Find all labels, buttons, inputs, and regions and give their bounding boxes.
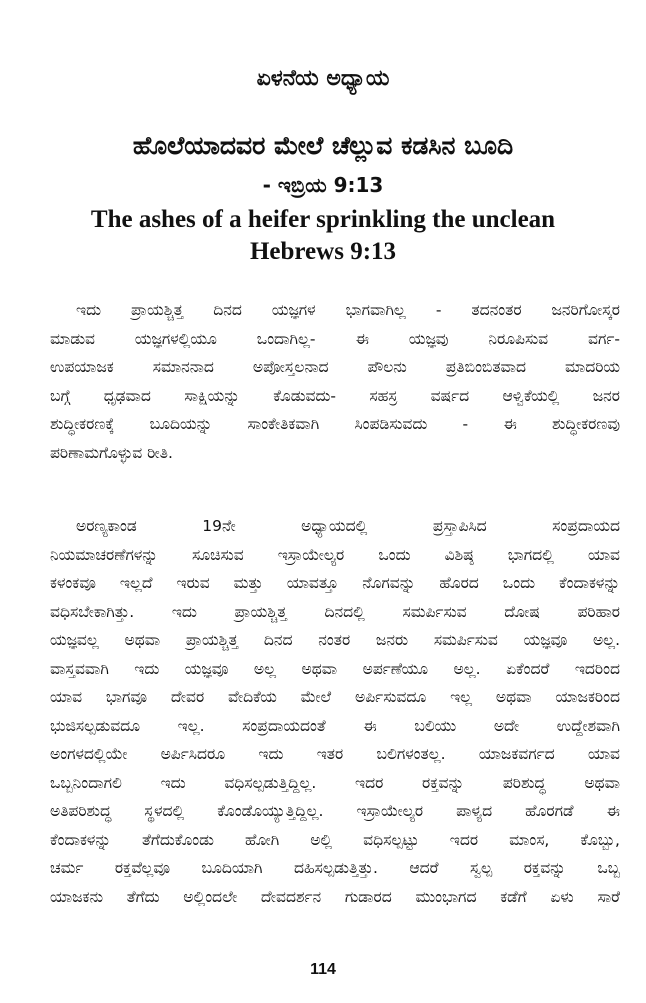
paragraph-line: ಅತಿಪರಿಶುದ್ಧ ಸ್ಥಳದಲ್ಲಿ ಕೊಂಡೊಯ್ಯುತ್ತಿದ್ದಿಲ್ಲ. ಇಸ್ರಾಯೇಲ್ಯರ ಪಾಳ್ಯದ ಹೊರಗಡೆ ಈ: [50, 802, 620, 820]
paragraph-line: ಉಪಯಾಜಕ ಸಮಾನನಾದ ಅಪೋಸ್ತಲನಾದ ಪೌಲನು ಪ್ರತಿಬಿಂಬಿತವಾದ ಮಾದರಿಯ: [50, 358, 620, 376]
paragraph-line: ಶುದ್ಧೀಕರಣಕ್ಕೆ ಬೂದಿಯನ್ನು ಸಾಂಕೇತಿಕವಾಗಿ ಸಿಂಪಡಿಸುವದು - ಈ ಶುದ್ಧೀಕರಣವು: [50, 415, 620, 433]
paragraph-2: [50, 512, 620, 911]
page-number: 114: [310, 961, 336, 978]
paragraph-line: ಚರ್ಮ ರಕ್ತವೆಲ್ಲವೂ ಬೂದಿಯಾಗಿ ದಹಿಸಲ್ಪಡುತ್ತಿತ್ತು. ಆದರೆ ಸ್ವಲ್ಪ ರಕ್ತವನ್ನು ಒಬ್ಬ: [50, 859, 620, 877]
paragraph-line: ಪರಿಣಾಮಗೊಳ್ಳುವ ರೀತಿ.: [50, 443, 173, 462]
paragraph-line: ವಧಿಸಬೇಕಾಗಿತ್ತು. ಇದು ಪ್ರಾಯಶ್ಚಿತ್ತ ದಿನದಲ್ಲಿ ಸಮರ್ಪಿಸುವ ದೋಷ ಪರಿಹಾರ: [50, 602, 620, 621]
paragraph-line: ಯಾಜಕನು ತೆಗೆದು ಅಲ್ಲಿಂದಲೇ ದೇವದರ್ಶನ ಗುಡಾರದ ಮುಂಭಾಗದ ಕಡೆಗೆ ಏಳು ಸಾರೆ: [50, 887, 620, 906]
paragraph-line: ನಿಯಮಾಚರಣೆಗಳನ್ನು ಸೂಚಿಸುವ ಇಸ್ರಾಯೇಲ್ಯರ ಒಂದು ವಿಶಿಷ್ಠ ಭಾಗದಲ್ಲಿ ಯಾವ: [50, 545, 620, 564]
paragraph-line: ಅಂಗಳದಲ್ಲಿಯೇ ಅರ್ಪಿಸಿದರೂ ಇದು ಇತರ ಬಲಿಗಳಂತಲ್ಲ. ಯಾಜಕವರ್ಗದ ಯಾವ: [50, 745, 620, 763]
paragraph-line: ವಾಸ್ತವವಾಗಿ ಇದು ಯಜ್ಞವೂ ಅಲ್ಲ ಅಥವಾ ಅರ್ಪಣೆಯೂ ಅಲ್ಲ. ಏಕೆಂದರೆ ಇದರಿಂದ: [50, 659, 620, 678]
paragraph-line: ಒಬ್ಬನಿಂದಾಗಲಿ ಇದು ವಧಿಸಲ್ಪಡುತ್ತಿದ್ದಿಲ್ಲ. ಇದರ ರಕ್ತವನ್ನು ಪರಿಶುದ್ಧ ಅಥವಾ: [50, 773, 620, 792]
title-english-block: [0, 204, 646, 268]
paragraph-line: ಯಜ್ಞವಲ್ಲ ಅಥವಾ ಪ್ರಾಯಶ್ಚಿತ್ತ ದಿನದ ನಂತರ ಜನರು ಸಮರ್ಪಿಸುವ ಯಜ್ಞವೂ ಅಲ್ಲ.: [50, 631, 620, 649]
paragraph-1: [50, 296, 620, 467]
reference-kannada: - ಇಬ್ರಿಯ 9:13: [262, 173, 384, 197]
paragraph-line: ಕೆಂದಾಕಳನ್ನು ತೆಗೆದುಕೊಂಡು ಹೋಗಿ ಅಲ್ಲಿ ವಧಿಸಲ್ಪಟ್ಟು ಇದರ ಮಾಂಸ, ಕೊಬ್ಬು,: [50, 830, 620, 849]
paragraph-line: ಯಾವ ಭಾಗವೂ ದೇವರ ವೇದಿಕೆಯ ಮೇಲೆ ಅರ್ಪಿಸುವದೂ ಇಲ್ಲ ಅಥವಾ ಯಾಜಕರಿಂದ: [50, 688, 620, 706]
title-english: The ashes of a heifer sprinkling the unclean: [90, 206, 556, 233]
title-kannada: ಹೊಲೆಯಾದವರ ಮೇಲೆ ಚೆಲ್ಲುವ ಕಡಸಿನ ಬೂದಿ: [132, 131, 514, 160]
paragraph-line: ಭುಜಿಸಲ್ಪಡುವದೂ ಇಲ್ಲ. ಸಂಪ್ರದಾಯದಂತೆ ಈ ಬಲಿಯು ಅದೇ ಉದ್ದೇಶವಾಗಿ: [50, 716, 620, 735]
paragraph-line: ಕಳಂಕವೂ ಇಲ್ಲದೆ ಇರುವ ಮತ್ತು ಯಾವತ್ತೂ ನೊಗವನ್ನು ಹೊರದ ಒಂದು ಕೆಂದಾಕಳನ್ನು: [50, 574, 620, 592]
paragraph-line: ಬಗ್ಗೆ ಧೃಢವಾದ ಸಾಕ್ಷಿಯನ್ನು ಕೊಡುವದು- ಸಹಸ್ರ ವರ್ಷದ ಆಳ್ವಿಕೆಯಲ್ಲಿ ಜನರ: [50, 386, 620, 405]
reference-english: Hebrews 9:13: [249, 238, 397, 265]
paragraph-line: ಇದು ಪ್ರಾಯಶ್ಚಿತ್ತ ದಿನದ ಯಜ್ಞಗಳ ಭಾಗವಾಗಿಲ್ಲ - ತದನಂತರ ಜನರಿಗೋಸ್ಕರ: [76, 301, 620, 319]
paragraph-line: ಮಾಡುವ ಯಜ್ಞಗಳಲ್ಲಿಯೂ ಒಂದಾಗಿಲ್ಲ- ಈ ಯಜ್ಞವು ನಿರೂಪಿಸುವ ವರ್ಗ-: [50, 329, 620, 348]
paragraph-line: ಅರಣ್ಯಕಾಂಡ 19ನೇ ಅಧ್ಯಾಯದಲ್ಲಿ ಪ್ರಸ್ತಾಪಿಸಿದ ಸಂಪ್ರದಾಯದ: [76, 517, 620, 535]
chapter-heading: ಏಳನೆಯ ಅಧ್ಯಾಯ: [256, 66, 390, 91]
